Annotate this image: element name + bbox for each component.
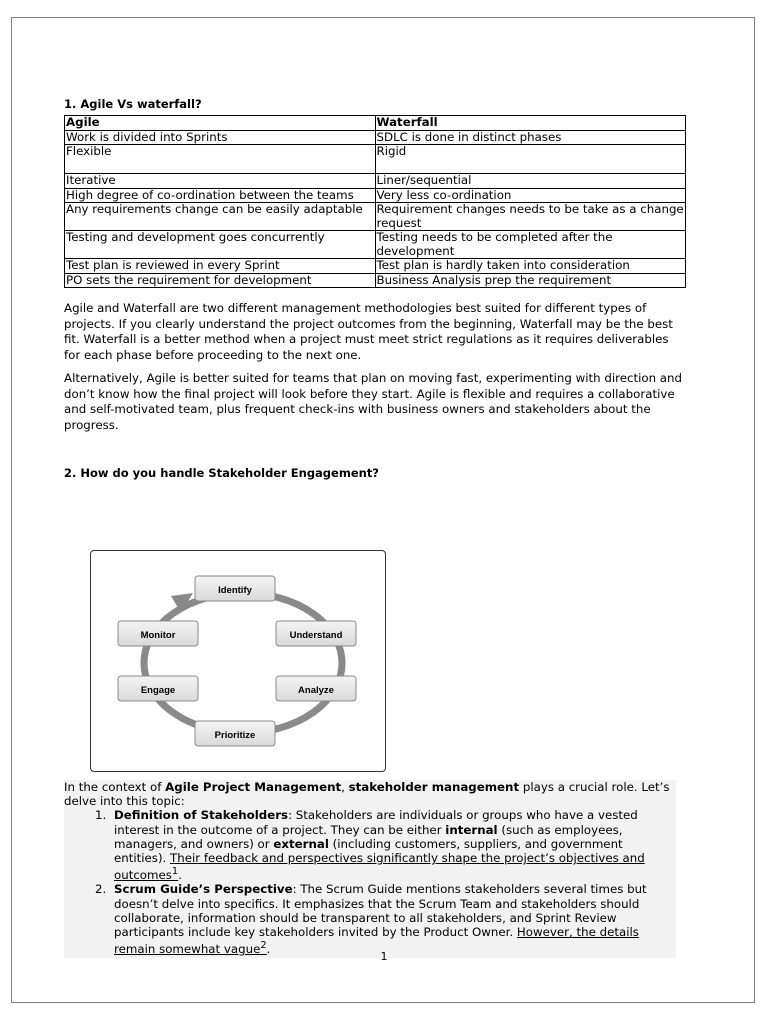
table-cell: Test plan is reviewed in every Sprint <box>65 259 376 274</box>
text-run: : Stakeholders are individuals or groups who have a vested interest in the outcome of a project. They can be either <box>114 808 638 837</box>
table-cell: PO sets the requirement for development <box>65 273 376 288</box>
table-header-cell: Waterfall <box>375 116 686 131</box>
text-run: , <box>341 780 349 794</box>
table-row <box>65 174 686 189</box>
text-run: In the context of <box>64 780 166 794</box>
table-cell: Very less co-ordination <box>375 188 686 203</box>
table-cell: Any requirements change can be easily adaptable <box>65 203 376 231</box>
text-run: . <box>178 868 182 883</box>
text-run: . <box>266 942 271 957</box>
table-header-cell: Agile <box>65 116 376 131</box>
bold-term: stakeholder management <box>348 780 520 794</box>
section-agile-vs-waterfall <box>64 97 688 480</box>
node-analyze <box>276 676 356 701</box>
comparison-table <box>64 115 686 288</box>
bold-term: internal <box>445 822 498 837</box>
node-label: Prioritize <box>214 730 256 741</box>
table-row <box>65 145 686 174</box>
table-cell: Work is divided into Sprints <box>65 130 376 145</box>
page-number: 1 <box>380 950 388 963</box>
citation-link[interactable]: Their feedback and perspectives significantly shape the project’s objectives and outcomes$^1$ <box>114 851 645 883</box>
table-row <box>65 231 686 259</box>
table-row <box>65 273 686 288</box>
item-title: Scrum Guide’s Perspective <box>114 882 293 897</box>
table-cell: Testing needs to be completed after the development <box>375 231 686 259</box>
intro-paragraph <box>64 780 676 808</box>
node-prioritize <box>195 721 275 746</box>
table-cell: SDLC is done in distinct phases <box>375 130 686 145</box>
table-row <box>65 130 686 145</box>
node-label: Understand <box>289 630 343 641</box>
node-understand <box>276 621 356 646</box>
node-label: Identify <box>218 585 252 596</box>
cycle-diagram-svg <box>91 551 385 771</box>
document-page <box>11 17 755 1003</box>
table-row <box>65 259 686 274</box>
node-label: Monitor <box>140 630 176 641</box>
text-run: (including customers, suppliers, and government entities). <box>114 836 623 866</box>
stakeholder-cycle-diagram <box>90 550 386 772</box>
table-cell: Business Analysis prep the requirement <box>375 273 686 288</box>
table-cell: Testing and development goes concurrently <box>65 231 376 259</box>
list-item <box>110 882 676 956</box>
bold-term: external <box>273 836 329 851</box>
text-run: : The Scrum Guide mentions stakeholders several times but doesn’t delve into specifics. It emphasizes that the Scrum Team and stakeholders should collaborate, information should be transparent to all stakeholders, and Sprint Review participants include key stakeholders invited by the Product Owner. <box>114 882 647 939</box>
bold-term: Agile Project Management <box>165 780 342 794</box>
text-run: plays a crucial role. Let’s delve into this topic: <box>64 780 670 809</box>
cycle-ring <box>144 593 342 733</box>
table-cell: High degree of co-ordination between the teams <box>65 188 376 203</box>
table-cell: Flexible <box>65 145 376 174</box>
stakeholder-management-text <box>64 780 676 958</box>
node-label: Engage <box>140 685 176 696</box>
node-engage <box>118 676 198 701</box>
table-cell: Test plan is hardly taken into consideration <box>375 259 686 274</box>
citation-link[interactable]: However, the details remain somewhat vague$^2$ <box>114 924 639 957</box>
table-cell: Requirement changes needs to be take as a change request <box>376 202 684 230</box>
node-label: Analyze <box>298 685 334 696</box>
table-header-row <box>65 116 686 131</box>
table-cell: Liner/sequential <box>375 174 686 189</box>
paragraph-agile: Alternatively, Agile is better suited for teams that plan on moving fast, experimenting with direction and don’t know how the final project will look before they start. Agile is flexible and requires a collaborative and self-motivated team, plus frequent check-ins with business owners and stakeholders about the progress. <box>64 371 682 432</box>
table-cell: Rigid <box>375 145 686 174</box>
node-identify <box>195 576 275 601</box>
footnote-ref: 2 <box>260 940 267 952</box>
section-1-heading: 1. Agile Vs waterfall? <box>64 97 202 111</box>
table-row <box>65 188 686 203</box>
item-title: Definition of Stakeholders <box>114 808 289 823</box>
table-cell: Iterative <box>65 174 376 189</box>
section-2-heading: 2. How do you handle Stakeholder Engagement? <box>64 466 379 480</box>
list-item <box>110 808 676 882</box>
paragraph-comparison: Agile and Waterfall are two different management methodologies best suited for different types of projects. If you clearly understand the project outcomes from the beginning, Waterfall may be the best fit. Waterfall is a better method when a project must meet strict regulations as it requires deliverables for each phase before proceeding to the next one. <box>64 301 673 362</box>
stakeholder-list <box>64 808 676 956</box>
table-row <box>65 203 686 231</box>
node-monitor <box>118 621 198 646</box>
text-run: (such as employees, managers, and owners) or <box>114 822 623 851</box>
footnote-ref: 1 <box>171 866 179 878</box>
